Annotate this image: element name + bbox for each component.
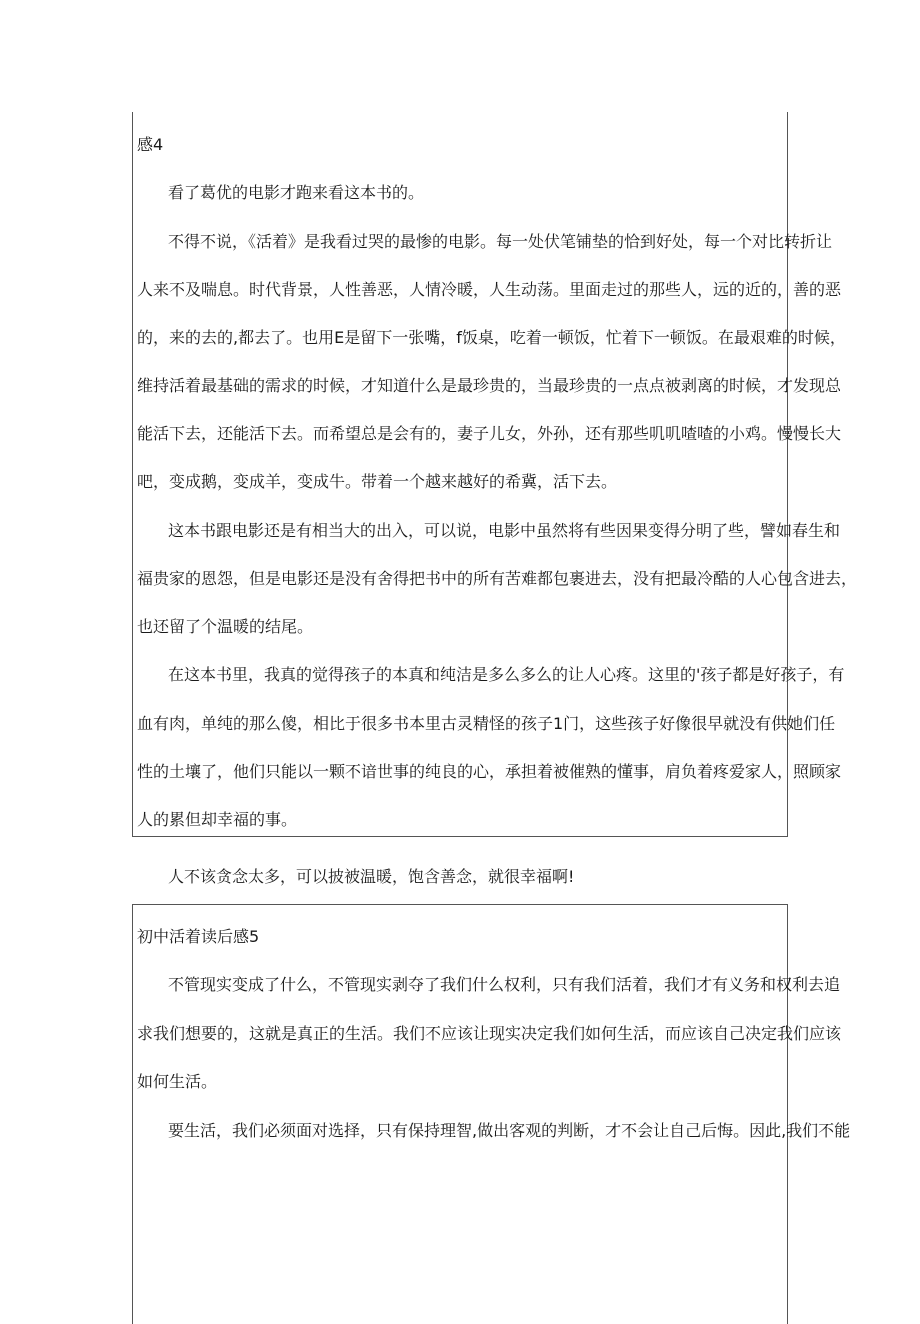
paragraph-line: 求我们想要的，这就是真正的生活。我们不应该让现实决定我们如何生活，而应该自己决定我们应该 bbox=[137, 1024, 842, 1043]
text-frame-bottom bbox=[132, 904, 851, 1324]
paragraph-line: 人的累但却幸福的事。 bbox=[137, 810, 298, 829]
section-5-heading: 初中活着读后感5 bbox=[137, 927, 260, 946]
paragraph-line: 的，来的去的,都去了。也用E是留下一张嘴，f饭桌，吃着一顿饭，忙着下一顿饭。在最艰难的时候， bbox=[137, 328, 846, 347]
paragraph-line: 如何生活。 bbox=[137, 1072, 218, 1091]
paragraph-line: 性的土壤了，他们只能以一颗不谙世事的纯良的心，承担着被催熟的懂事，肩负着疼爱家人，照顾家 bbox=[137, 762, 842, 781]
paragraph-line: 不得不说，《活着》是我看过哭的最惨的电影。每一处伏笔铺垫的恰到好处，每一个对比转折让 bbox=[168, 232, 833, 251]
paragraph-line: 在这本书里，我真的觉得孩子的本真和纯洁是多么多么的让人心疼。这里的'孩子都是好孩子，有 bbox=[168, 665, 845, 684]
paragraph-line: 不管现实变成了什么，不管现实剥夺了我们什么权利，只有我们活着，我们才有义务和权利去追 bbox=[168, 975, 841, 994]
paragraph-line: 人来不及喘息。时代背景，人性善恶，人情冷暖，人生动荡。里面走过的那些人，远的近的，善的恶 bbox=[137, 280, 842, 299]
paragraph-line: 福贵家的恩怨，但是电影还是没有舍得把书中的所有苦难都包裹进去，没有把最冷酷的人心包含进去， bbox=[137, 569, 858, 588]
paragraph-line: 吧，变成鹅，变成羊，变成牛。带着一个越来越好的希冀，活下去。 bbox=[137, 472, 618, 491]
paragraph-text: 看了葛优的电影才跑来看这本书的。 bbox=[168, 183, 425, 202]
paragraph-line: 血有肉，单纯的那么傻，相比于很多书本里古灵精怪的孩子1门，这些孩子好像很早就没有供她们任 bbox=[137, 714, 836, 733]
paragraph-line: 这本书跟电影还是有相当大的出入，可以说，电影中虽然将有些因果变得分明了些，譬如春生和 bbox=[168, 521, 841, 540]
paragraph-line: 维持活着最基础的需求的时候，才知道什么是最珍贵的，当最珍贵的一点点被剥离的时候，才发现总 bbox=[137, 376, 842, 395]
paragraph-line: 也还留了个温暖的结尾。 bbox=[137, 617, 314, 636]
section-4-heading: 感4 bbox=[137, 135, 164, 154]
closing-line: 人不该贪念太多，可以披被温暖，饱含善念，就很幸福啊! bbox=[168, 867, 575, 886]
paragraph-line: 要生活，我们必须面对选择，只有保持理智,做出客观的判断，才不会让自己后悔。因此,我们不能 bbox=[168, 1121, 851, 1140]
paragraph-line: 能活下去，还能活下去。而希望总是会有的，妻子儿女，外孙，还有那些叽叽喳喳的小鸡。慢慢长大 bbox=[137, 424, 842, 443]
